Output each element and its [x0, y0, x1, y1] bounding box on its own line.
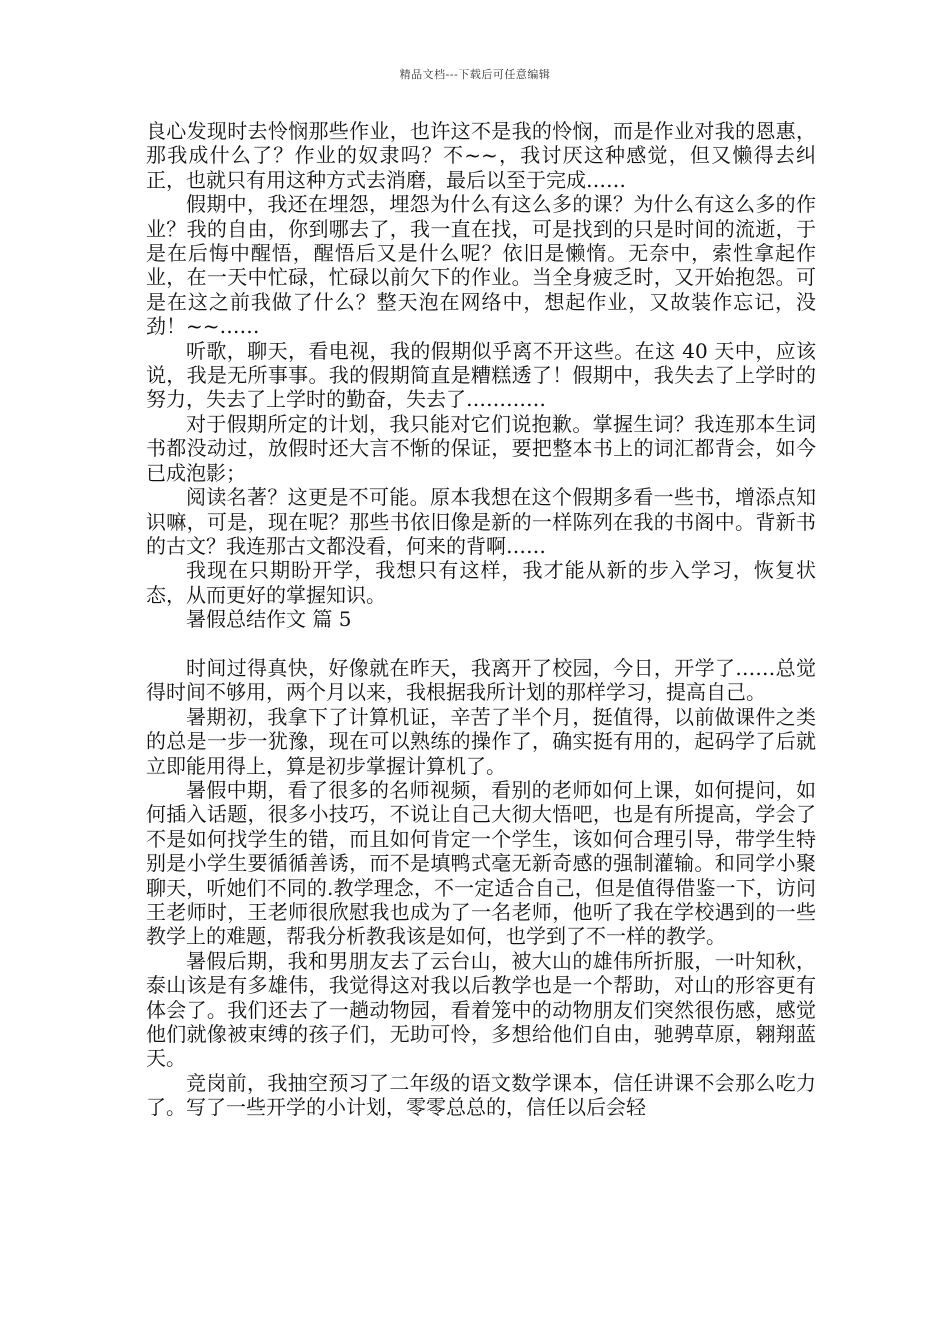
paragraph: 我现在只期盼开学，我想只有这样，我才能从新的步入学习，恢复状态，从而更好的掌握知识。 [146, 558, 816, 607]
paragraph: 阅读名著？这更是不可能。原本我想在这个假期多看一些书，增添点知识嘛，可是，现在呢？那些书依旧像是新的一样陈列在我的书阁中。背新书的古文？我连那古文都没看，何来的背啊…… [146, 485, 816, 558]
paragraph: 对于假期所定的计划，我只能对它们说抱歉。掌握生词？我连那本生词书都没动过，放假时还大言不惭的保证，要把整本书上的词汇都背会，如今已成泡影； [146, 411, 816, 485]
paragraph: 时间过得真快，好像就在昨天，我离开了校园，今日，开学了……总觉得时间不够用，两个月以来，我根据我所计划的那样学习，提高自己。 [146, 655, 816, 705]
paragraph: 竞岗前，我抽空预习了二年级的语文数学课本，信任讲课不会那么吃力了。写了一些开学的小计划，零零总总的，信任以后会轻 [146, 1070, 816, 1120]
paragraph: 暑期初，我拿下了计算机证，辛苦了半个月，挺值得，以前做课件之类的总是一步一犹豫，现在可以熟练的操作了，确实挺有用的，起码学了后就立即能用得上，算是初步掌握计算机了。 [146, 704, 816, 778]
paragraph: 假期中，我还在埋怨，埋怨为什么有这么多的课？为什么有这么多的作业？我的自由，你到哪去了，我一直在找，可是找到的只是时间的流逝，于是在后悔中醒悟，醒悟后又是什么呢？依旧是懒惰。无奈中，索性拿起作业，在一天中忙碌，忙碌以前欠下的作业。当全身疲乏时，又开始抱怨。可是在这之前我做了什么？整天泡在网络中，想起作业，又故装作忘记，没劲！~~…… [146, 192, 816, 339]
document-body [146, 119, 816, 1120]
paragraph: 暑假中期，看了很多的名师视频，看别的老师如何上课，如何提问，如何插入话题，很多小技巧，不说让自己大彻大悟吧，也是有所提高，学会了不是如何找学生的错，而且如何肯定一个学生，该如何合理引导，带学生特别是小学生要循循善诱，而不是填鸭式毫无新奇感的强制灌输。和同学小聚聊天，听她们不同的.教学理念，不一定适合自己，但是值得借鉴一下，访问王老师时，王老师很欣慰我也成为了一名老师，他听了我在学校遇到的一些教学上的难题，帮我分析教我该是如何，也学到了不一样的教学。 [146, 777, 816, 949]
page-header: 精品文档---下载后可任意编辑 [399, 68, 551, 81]
paragraph: 听歌，聊天，看电视，我的假期似乎离不开这些。在这 40 天中，应该说，我是无所事事。我的假期简直是糟糕透了！假期中，我失去了上学时的努力，失去了上学时的勤奋，失去了………… [146, 338, 816, 412]
paragraph: 暑假后期，我和男朋友去了云台山，被大山的雄伟所折服，一叶知秋，泰山该是有多雄伟，我觉得这对我以后教学也是一个帮助，对山的形容更有体会了。我们还去了一趟动物园，看着笼中的动物朋友们突然很伤感，感觉他们就像被束缚的孩子们，无助可怜，多想给他们自由，驰骋草原，翱翔蓝天。 [146, 948, 816, 1071]
paragraph: 良心发现时去怜悯那些作业，也许这不是我的怜悯，而是作业对我的恩惠，那我成什么了？作业的奴隶吗？不~~，我讨厌这种感觉，但又懒得去纠正，也就只有用这种方式去消磨，最后以至于完成…… [146, 119, 816, 192]
section-title: 暑假总结作文 篇 5 [186, 607, 352, 632]
